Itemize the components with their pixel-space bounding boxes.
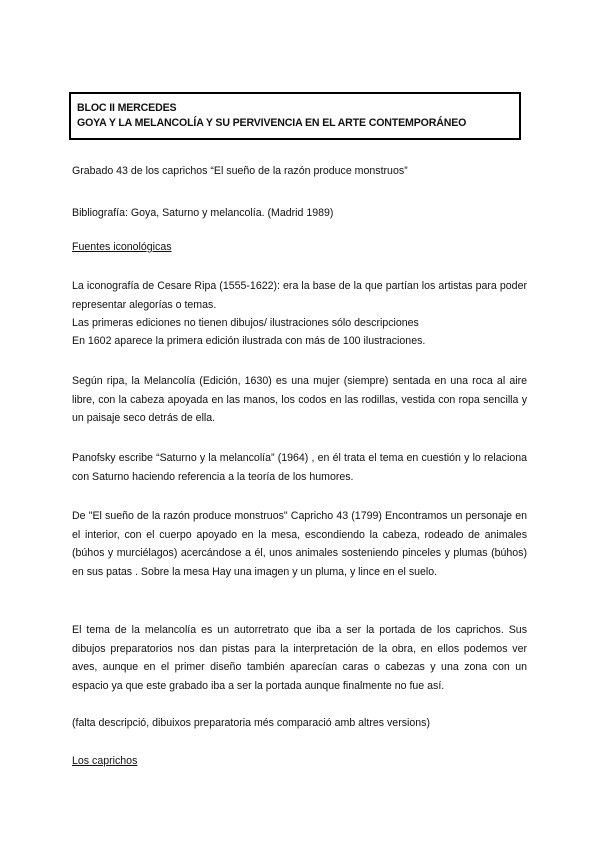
bibliografia-paragraph: Bibliografía: Goya, Saturno y melancolía. (Madrid 1989) — [72, 207, 334, 219]
segun-ripa-paragraph: Según ripa, la Melancolía (Edición, 1630) es una mujer (siempre) sentada en una roca al aire libre, con la cabeza apoyada en las manos, los codos en las rodillas, vestida con ropa sencilla y un paisaje seco detrás de ella. — [72, 375, 527, 424]
title-box — [69, 92, 521, 140]
falta-paragraph: (falta descripció, dibuixos preparatoria més comparació amb altres versions) — [72, 717, 430, 729]
course-title: BLOC II MERCEDES — [77, 102, 177, 114]
ediciones-paragraph: Las primeras ediciones no tienen dibujos/ ilustraciones sólo descripciones — [72, 317, 419, 329]
fuentes-heading: Fuentes iconológicas — [72, 241, 172, 253]
ed1602-paragraph: En 1602 aparece la primera edición ilustrada con más de 100 ilustraciones. — [72, 335, 426, 347]
panofsky-paragraph: Panofsky escribe “Saturno y la melancolía” (1964) , en él trata el tema en cuestión y lo relaciona con Saturno haciendo referencia a la teoría de los humores. — [72, 452, 527, 483]
sueno-paragraph: De "El sueño de la razón produce monstruos" Capricho 43 (1799) Encontramos un personaje en el interior, con el cuerpo apoyado en la mesa, escondiendo la cabeza, rodeado de animales (búhos y murciélagos) acercándose a él, unos animales sosteniendo pinceles y plumas (búhos) en sus patas . Sobre la mesa Hay una imagen y un pluma, y lince en el suelo. — [72, 510, 527, 578]
grabado-paragraph: Grabado 43 de los caprichos “El sueño de la razón produce monstruos” — [72, 165, 408, 177]
ripa-paragraph: La iconografía de Cesare Ripa (1555-1622): era la base de la que partían los artistas para poder representar alegorías o temas. — [72, 280, 527, 311]
caprichos-heading: Los caprichos — [72, 755, 138, 767]
tema-paragraph: El tema de la melancolía es un autorretrato que iba a ser la portada de los caprichos. Sus dibujos preparatorios nos dan pistas para la interpretación de la obra, en ellos podemos ver aves, aunque en el primer diseño también aparecían caras o cabezas y una zona con un espacio ya que este grabado iba a ser la portada aunque finalmente no fue así. — [72, 624, 527, 692]
topic-title: GOYA Y LA MELANCOLÍA Y SU PERVIVENCIA EN EL ARTE CONTEMPORÁNEO — [77, 117, 467, 129]
